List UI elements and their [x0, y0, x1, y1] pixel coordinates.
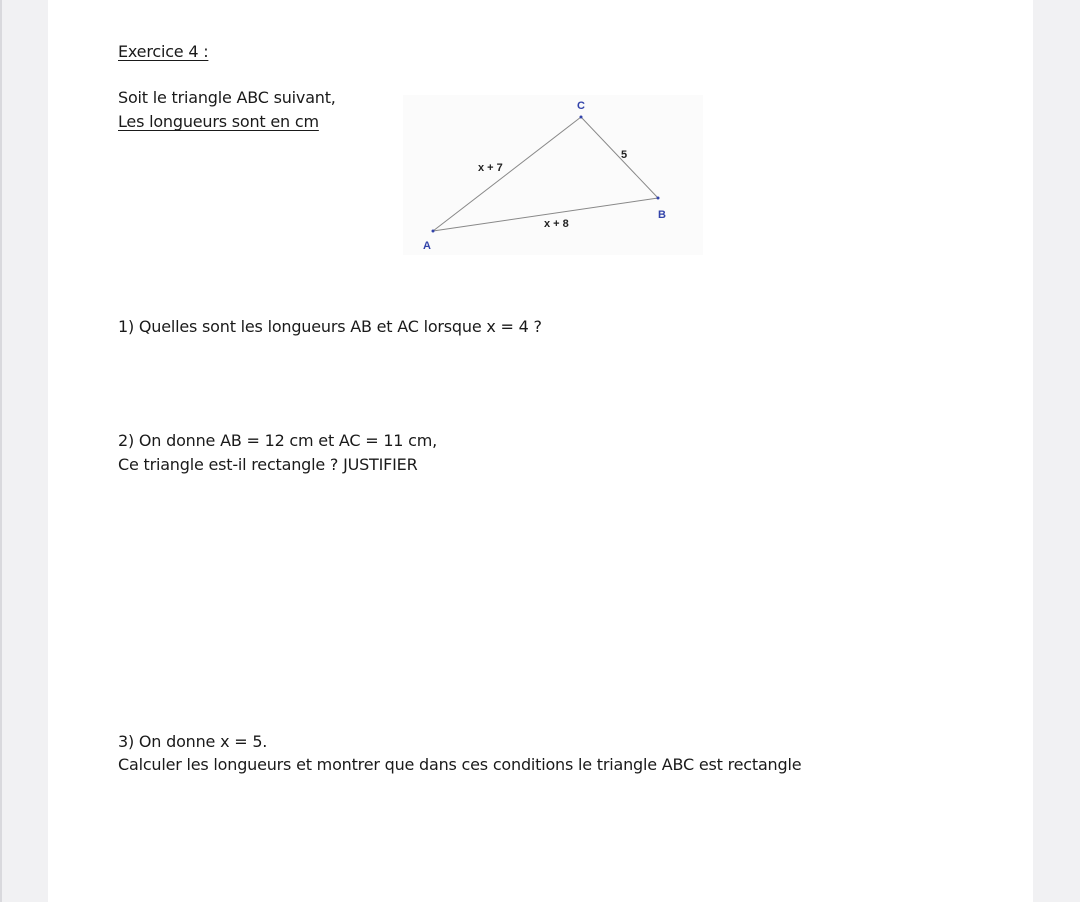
intro-text: Soit le triangle ABC suivant,	[118, 88, 336, 107]
vertex-c-label: C	[577, 100, 585, 112]
question-1: 1) Quelles sont les longueurs AB et AC lorsque x = 4 ?	[118, 317, 542, 336]
question-3-line-1: 3) On donne x = 5.	[118, 732, 268, 751]
question-2-line-2: Ce triangle est-il rectangle ? JUSTIFIER	[118, 455, 418, 474]
question-3-line-2: Calculer les longueurs et montrer que dans ces conditions le triangle ABC est rectangle	[118, 755, 802, 774]
side-cb-label: 5	[621, 149, 628, 161]
units-note: Les longueurs sont en cm	[118, 112, 319, 131]
vertex-b-point	[657, 197, 660, 200]
exercise-title: Exercice 4 :	[118, 42, 209, 61]
triangle-figure	[403, 95, 703, 255]
document-page	[48, 0, 1033, 902]
vertex-b-label: B	[658, 209, 666, 221]
question-2-line-1: 2) On donne AB = 12 cm et AC = 11 cm,	[118, 431, 438, 450]
figure-background	[403, 95, 703, 255]
vertex-a-point	[432, 230, 435, 233]
side-ab-label: x + 8	[544, 218, 569, 230]
side-ac-label: x + 7	[478, 162, 503, 174]
vertex-a-label: A	[423, 240, 431, 252]
viewer-left-edge	[0, 0, 2, 902]
vertex-c-point	[580, 116, 583, 119]
